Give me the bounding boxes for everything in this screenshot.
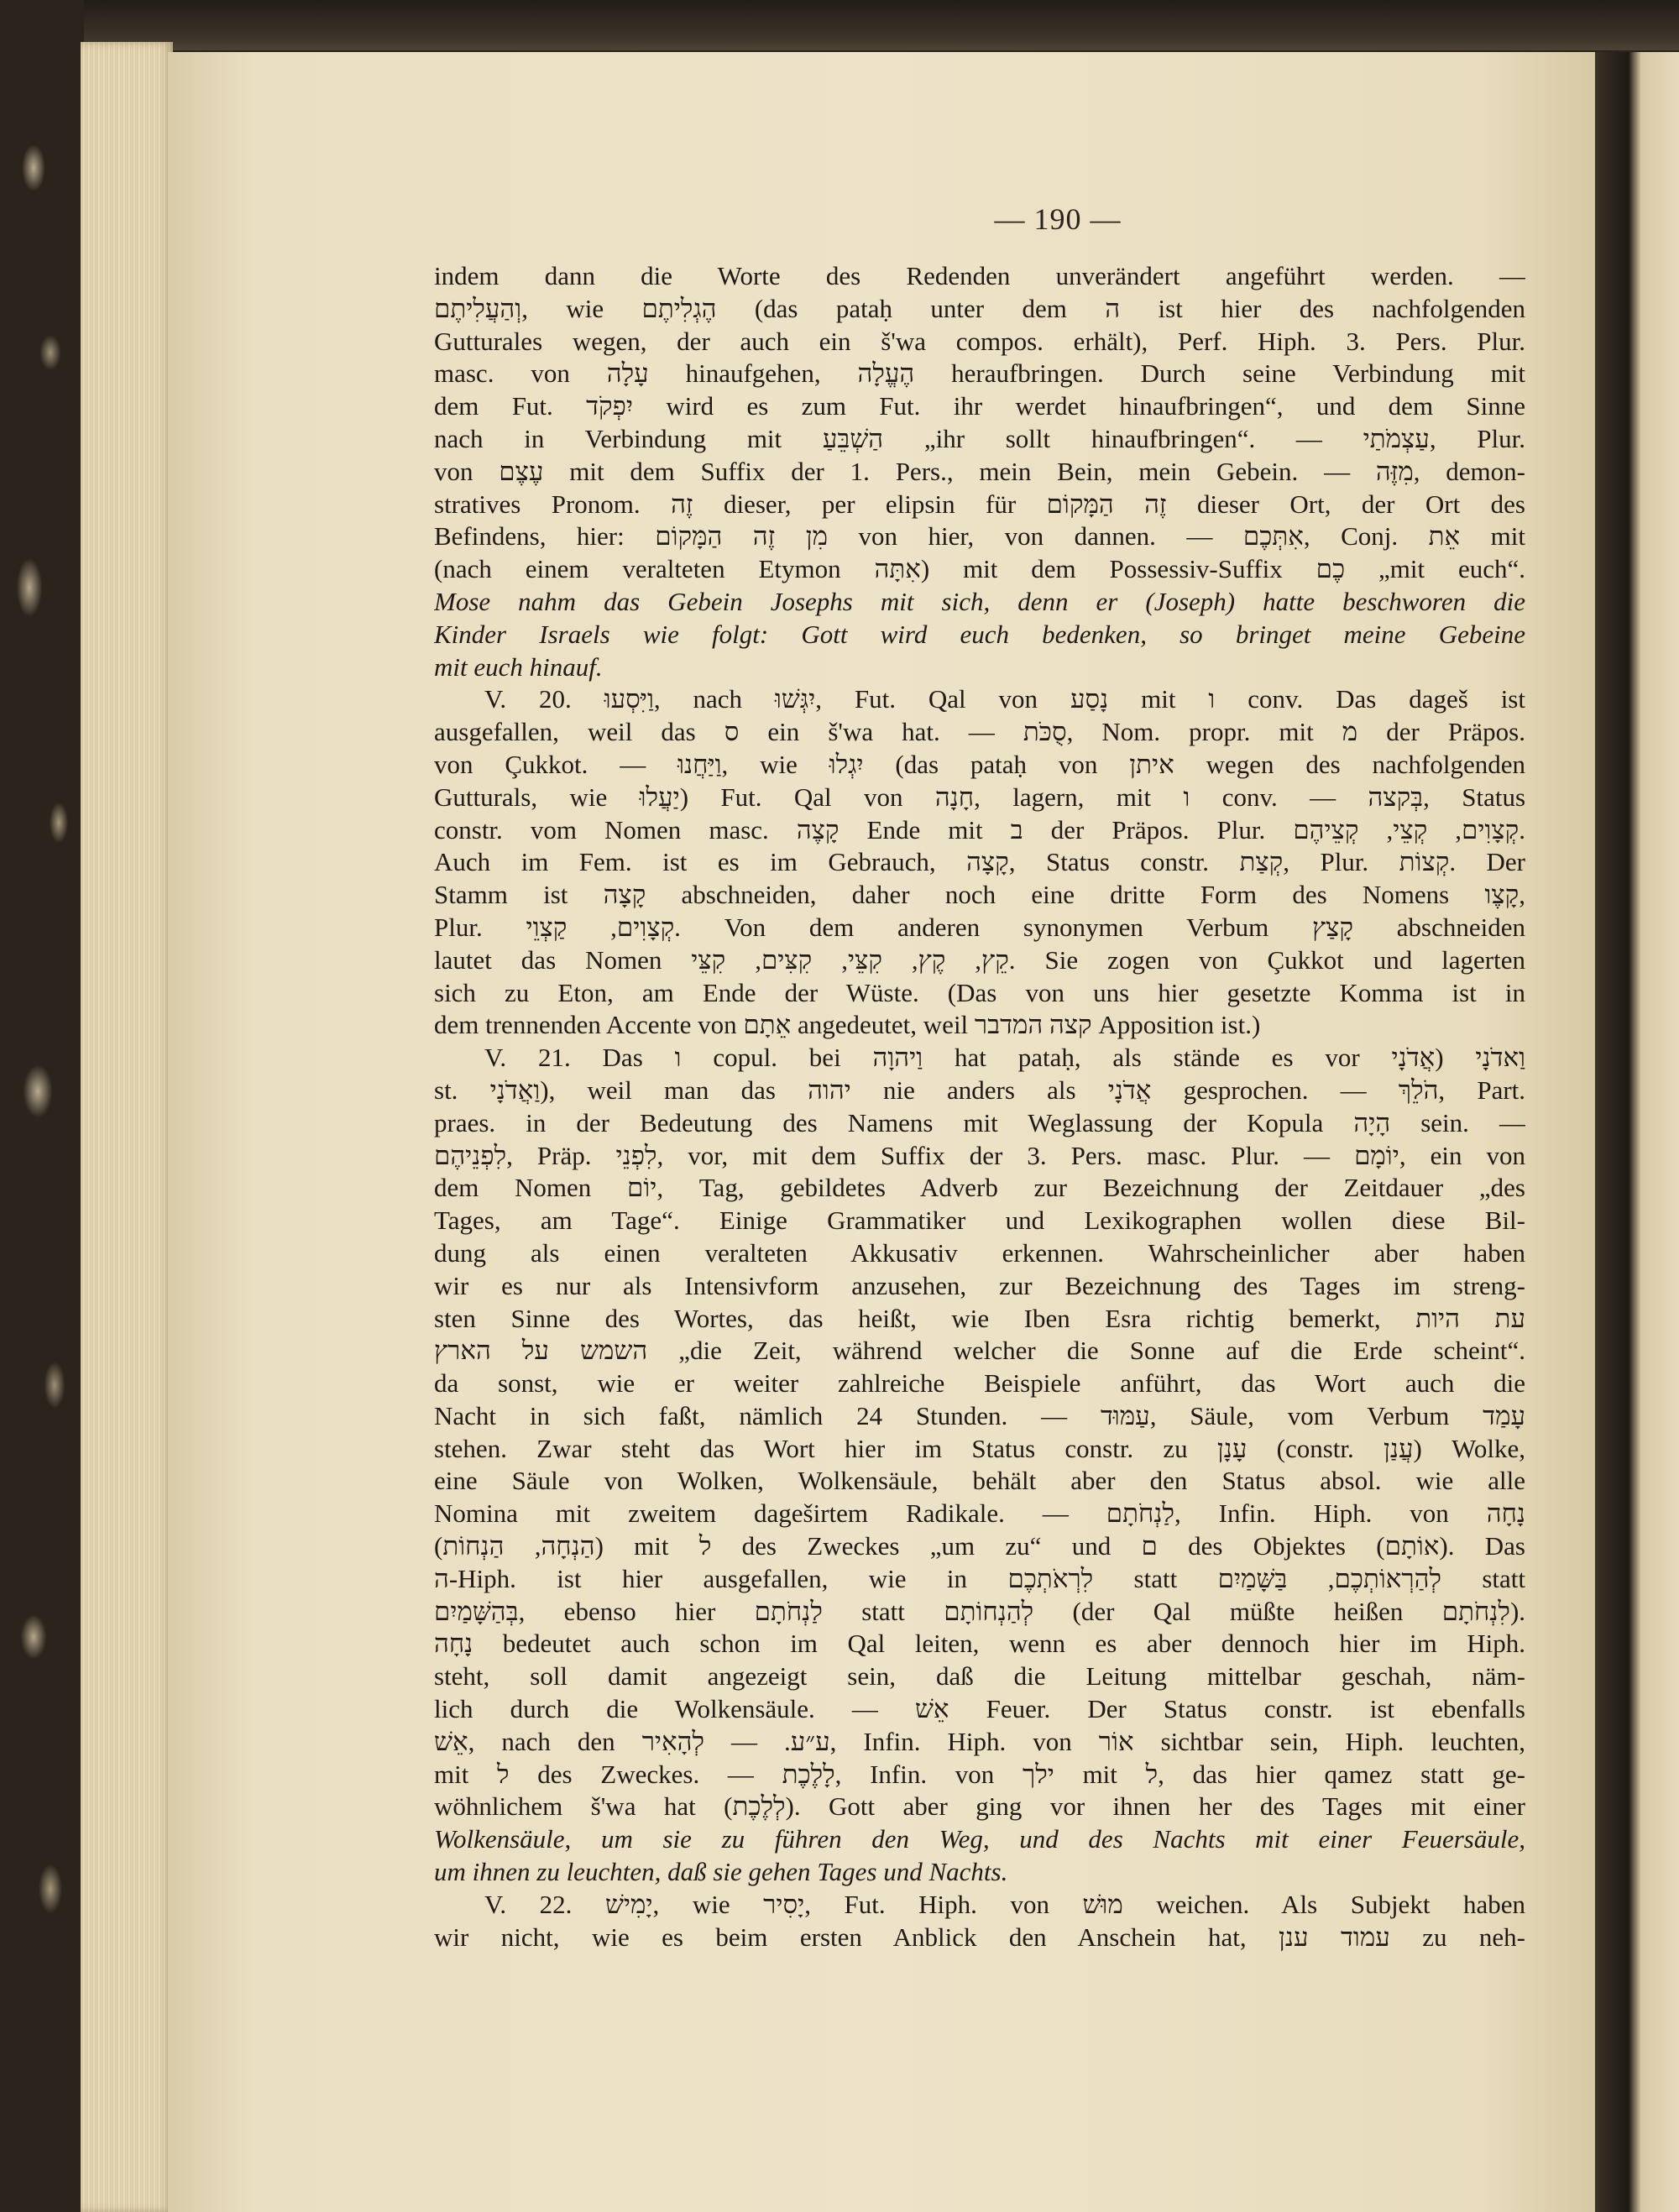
text-line: dem Fut. יִפְקֹד wird es zum Fut. ihr werdet hinaufbringen“, und dem Sinne: [434, 391, 1525, 421]
text-line: Nacht in sich faßt, nämlich 24 Stunden. — עַמּוּד, Säule, vom Verbum עָמַד: [434, 1400, 1525, 1430]
text-line: Befindens, hier: מִן זֶה הַמָּקוֹם von hier, von dannen. — אִתְּכֶם, Conj. אֵת mit: [434, 521, 1525, 552]
text-line: constr. vom Nomen masc. קָצֶה Ende mit ב der Präpos. Plur. קְצָוִים, קְצֵי, קְצֵיהֶם.: [434, 814, 1525, 845]
page-number: — 190 —: [994, 202, 1122, 236]
text-line: Kinder Israels wie folgt: Gott wird euch bedenken, so bringet meine Gebeine: [434, 619, 1525, 649]
text-line: Nomina mit zweitem dageširtem Radikale. — לַנְחֹתָם, Infin. Hiph. von נָחָה: [434, 1498, 1525, 1529]
text-line: (nach einem veralteten Etymon אִתָּה) mit dem Possessiv-Suffix כֶם „mit euch“.: [434, 554, 1525, 584]
text-line: von Çukkot. — וַיַּחֲנוּ, wie יִגְלוּ (das pataḥ von איתן wegen des nachfolgenden: [434, 749, 1525, 779]
text-line: nach in Verbindung mit הַשְׁבֵּעַ „ihr sollt hinaufbringen“. — עַצְמֹתַי, Plur.: [434, 423, 1525, 453]
book-cover-left: [0, 0, 84, 2212]
text-line: V. 22. יָמִישׁ, wie יָסִיר, Fut. Hiph. von מוּשׁ weichen. Als Subjekt haben: [484, 1889, 1525, 1919]
text-line: praes. in der Bedeutung des Namens mit Weglassung der Kopula הָיָה sein. —: [434, 1107, 1525, 1137]
text-line: Stamm ist קָצָה abschneiden, daher noch eine dritte Form des Nomens קָצֶו,: [434, 880, 1525, 910]
text-line: V. 21. Das ו copul. bei וַיהוָה hat pataḥ, als stände es vor וַאדֹנָי (אֲדֹנָי: [484, 1043, 1525, 1073]
text-line: mit euch hinauf.: [434, 651, 603, 682]
text-line: (הַנְחָה, הַנְחוֹת) mit ל des Zweckes „um zu“ und ם des Objektes (אוֹתָם). Das: [434, 1531, 1525, 1561]
text-line: Plur. קְצָוִים, קַצְוֵי. Von dem anderen synonymen Verbum קָצַץ abschneiden: [434, 912, 1525, 942]
text-line: indem dann die Worte des Redenden unverändert angeführt werden. —: [434, 261, 1525, 290]
text-line: da sonst, wie er weiter zahlreiche Beispiele anführt, das Wort auch die: [434, 1368, 1525, 1399]
text-line: V. 20. וַיִּסְעוּ, nach יִגְּשׁוּ, Fut. Qal von נָסַע mit ו conv. Das dageš ist: [484, 684, 1525, 714]
page-edges: [81, 42, 173, 2212]
text-line: von עֶצֶם mit dem Suffix der 1. Pers., mein Bein, mein Gebein. — מִזֶּה, demon-: [434, 456, 1525, 486]
text-line: wir es nur als Intensivform anzusehen, zur Bezeichnung des Tages im streng-: [434, 1270, 1525, 1300]
text-line: Mose nahm das Gebein Josephs mit sich, denn er (Joseph) hatte beschworen die: [434, 586, 1525, 616]
text-line: ה-Hiph. ist hier ausgefallen, wie in לִרְאֹתְכֶם statt לְהַרְאוֹתְכֶם, בַּשָּׁמַיִם statt: [434, 1563, 1525, 1593]
gutter-and-facing-page: [1595, 52, 1679, 2212]
text-line: um ihnen zu leuchten, daß sie gehen Tages und Nachts.: [434, 1857, 1008, 1887]
text-line: sten Sinne des Wortes, das heißt, wie Iben Esra richtig bemerkt, עת היות: [434, 1303, 1525, 1333]
text-line: לִפְנֵיהֶם, Präp. לִפְנֵי, vor, mit dem Suffix der 3. Pers. masc. Plur. — יוֹמָם, ein von: [434, 1140, 1525, 1170]
text-line: וְהַעֲלִיתֶם, wie הֶגְלִיתֶם (das pataḥ unter dem ה ist hier des nachfolgenden: [434, 293, 1525, 323]
text-line: Tages, am Tage“. Einige Grammatiker und Lexikographen wollen diese Bil-: [434, 1205, 1525, 1236]
text-line: בְּהַשָּׁמַיִם, ebenso hier לַנְחֹתָם statt לְהַנְחוֹתָם (der Qal müßte heißen לִנְחֹתָם).: [434, 1596, 1525, 1626]
text-line: השמש על הארץ „die Zeit, während welcher die Sonne auf die Erde scheint“.: [434, 1336, 1525, 1366]
text-line: Gutturales wegen, der auch ein š'wa compos. erhält), Perf. Hiph. 3. Pers. Plur.: [434, 326, 1525, 356]
text-line: dem Nomen יוֹם, Tag, gebildetes Adverb zur Bezeichnung der Zeitdauer „des: [434, 1173, 1525, 1203]
text-line: stratives Pronom. זֶה dieser, per elipsin für זֶה הַמָּקוֹם dieser Ort, der Ort des: [434, 489, 1525, 519]
text-line: dem trennenden Accente von אֵתָם angedeutet, weil קצה המדבר Apposition ist.): [434, 1010, 1261, 1040]
text-line: eine Säule von Wolken, Wolkensäule, behält aber den Status absol. wie alle: [434, 1466, 1525, 1496]
text-line: lich durch die Wolkensäule. — אֵשׁ Feuer. Der Status constr. ist ebenfalls: [434, 1694, 1525, 1724]
text-line: wöhnlichem š'wa hat (לְלֶכֶת). Gott aber ging vor ihnen her des Tages mit einer: [434, 1791, 1525, 1822]
text-line: masc. von עָלָה hinaufgehen, הֶעֱלָה heraufbringen. Durch seine Verbindung mit: [434, 358, 1525, 389]
text-line: st. וַאֲדֹנָי), weil man das יהוה nie anders als אֲדֹנָי gesprochen. — הֹלֵךְ, Part.: [434, 1075, 1525, 1105]
text-line: stehen. Zwar steht das Wort hier im Status constr. zu עָנָן (constr. עֲנַן) Wolke,: [434, 1433, 1525, 1463]
text-line: steht, soll damit angezeigt sein, daß die Leitung mittelbar geschah, näm-: [434, 1661, 1525, 1692]
text-line: dung als einen veralteten Akkusativ erkennen. Wahrscheinlicher aber haben: [434, 1237, 1525, 1268]
text-line: sich zu Eton, am Ende der Wüste. (Das von uns hier gesetzte Komma ist in: [434, 977, 1525, 1007]
text-line: wir nicht, wie es beim ersten Anblick den Anschein hat, עמוד ענן zu neh-: [434, 1922, 1525, 1952]
text-line: ausgefallen, weil das ס ein š'wa hat. — סֻכֹּת, Nom. propr. mit מ der Präpos.: [434, 717, 1525, 747]
text-line: אֵשׁ, nach den ע״ע. — לְהָאִיר, Infin. Hiph. von אוֹר sichtbar sein, Hiph. leuchten,: [434, 1726, 1525, 1756]
text-line: נָחָה bedeutet auch schon im Qal leiten, wenn es aber dennoch hier im Hiph.: [434, 1629, 1525, 1659]
text-line: Auch im Fem. ist es im Gebrauch, קָצָה, Status constr. קְצַת, Plur. קְצוֹת. Der: [434, 847, 1525, 877]
text-line: Wolkensäule, um sie zu führen den Weg, und des Nachts mit einer Feuersäule,: [434, 1824, 1525, 1854]
body-text: [434, 260, 1525, 1953]
book-cover-top: [0, 0, 1679, 50]
text-line: mit ל des Zweckes. — לָלֶכֶת, Infin. von ילך mit ל, das hier qamez statt ge-: [434, 1759, 1525, 1789]
text-line: lautet das Nomen קֵץ, קֶץ, קִצֵּי, קִצִּים, קִצֵּי. Sie zogen von Çukkot und lagerten: [434, 944, 1525, 975]
text-line: Gutturals, wie יַעֲלוּ) Fut. Qal von חָנָה, lagern, mit ו conv. — בְּקצה, Status: [434, 782, 1525, 812]
